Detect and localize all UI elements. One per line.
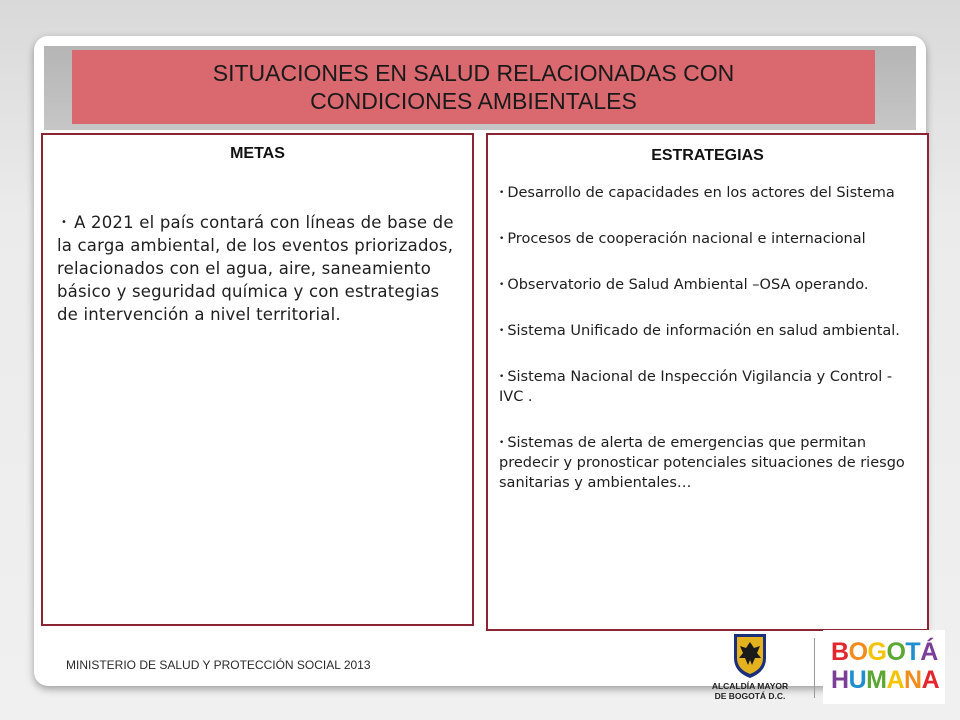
alcaldia-text: ALCALDÍA MAYOR DE BOGOTÁ D.C. [711, 681, 789, 701]
metas-panel [41, 133, 474, 626]
title-box [72, 50, 875, 124]
logo-letter: O [848, 638, 868, 666]
estrategias-item [499, 321, 913, 341]
estrategias-item [499, 275, 913, 295]
bullet-icon: • [499, 234, 505, 244]
metas-heading: METAS [230, 145, 285, 162]
logo-letter: B [831, 638, 849, 666]
estrategias-item-text: Desarrollo de capacidades en los actores del Sistema [507, 185, 895, 201]
logo-letter: N [904, 666, 922, 694]
metas-item-text: A 2021 el país contará con líneas de base de la carga ambiental, de los eventos priorizados, relacionados con el agua, aire, saneamiento básico y seguridad química y con estrategias de intervención a nivel territorial. [57, 213, 454, 324]
logo-letter: A [886, 666, 905, 694]
logo-letter: U [848, 666, 867, 694]
bogota-logo-line1 [831, 638, 943, 666]
logo-letter: M [866, 666, 887, 694]
estrategias-item-text: Sistema Nacional de Inspección Vigilancia y Control - IVC . [499, 369, 893, 405]
bullet-icon: • [499, 188, 505, 198]
estrategias-item-text: Observatorio de Salud Ambiental –OSA operando. [507, 277, 869, 293]
estrategias-item [499, 367, 913, 407]
logo-letter: T [905, 638, 921, 666]
logo-letter: A [921, 666, 940, 694]
logo-letter: H [831, 666, 849, 694]
estrategias-heading: ESTRATEGIAS [651, 147, 764, 164]
logo-letter: O [886, 638, 906, 666]
bullet-icon: • [499, 280, 505, 290]
estrategias-item-text: Procesos de cooperación nacional e internacional [507, 231, 866, 247]
estrategias-item-text: Sistemas de alerta de emergencias que permitan predecir y pronosticar potenciales situaciones de riesgo sanitarias y ambientales… [499, 435, 905, 491]
estrategias-list [499, 183, 913, 493]
bullet-icon: • [499, 326, 505, 336]
bogota-logo-line2 [831, 666, 943, 694]
alcaldia-logo [700, 628, 800, 716]
logo-letter: Á [920, 638, 938, 666]
bullet-icon: • [499, 438, 505, 448]
metas-list [57, 211, 458, 326]
slide-title: SITUACIONES EN SALUD RELACIONADAS CON CONDICIONES AMBIENTALES [212, 60, 735, 114]
metas-item [57, 211, 458, 326]
bullet-icon: • [499, 372, 505, 382]
estrategias-item [499, 183, 913, 203]
bogota-humana-logo [823, 630, 945, 704]
logo-divider [814, 638, 815, 698]
coat-of-arms-icon [730, 632, 770, 680]
footer-text: MINISTERIO DE SALUD Y PROTECCIÓN SOCIAL 2013 [66, 658, 371, 672]
bullet-icon: • [61, 217, 68, 228]
estrategias-item [499, 229, 913, 249]
estrategias-panel [486, 133, 929, 631]
estrategias-item [499, 433, 913, 493]
logo-letter: G [867, 638, 887, 666]
estrategias-item-text: Sistema Unificado de información en salud ambiental. [507, 323, 900, 339]
